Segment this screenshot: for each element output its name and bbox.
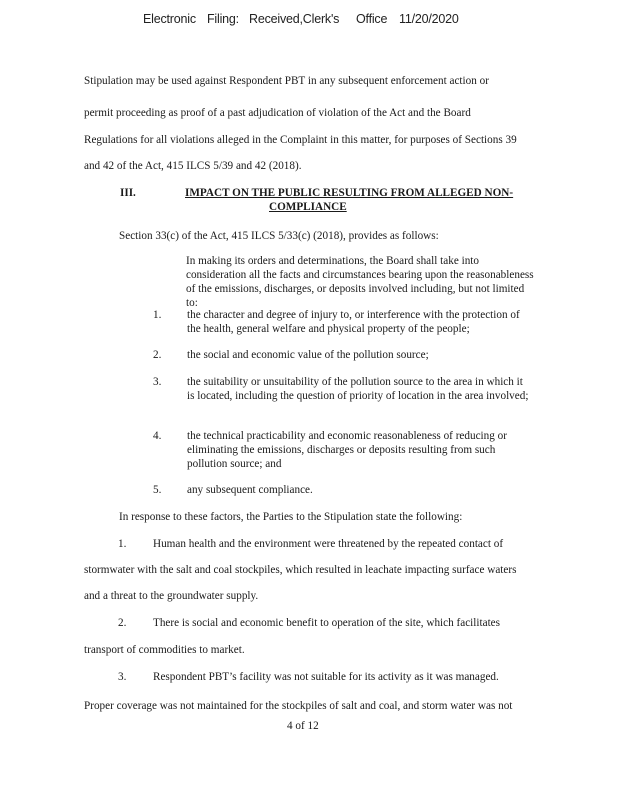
- intro-line-1: Stipulation may be used against Respondent PBT in any subsequent enforcement action or: [84, 75, 489, 87]
- section-title-line-1: IMPACT ON THE PUBLIC RESULTING FROM ALLEGED NON-: [185, 187, 514, 199]
- response-number: 3.: [118, 671, 127, 683]
- response-line: Respondent PBT’s facility was not suitable for its activity as it was managed.: [153, 671, 499, 683]
- banner-received: Received,Clerk's: [249, 12, 340, 26]
- response-line: and a threat to the groundwater supply.: [84, 590, 259, 602]
- intro-line-4: and 42 of the Act, 415 ILCS 5/39 and 42 (2018).: [84, 160, 302, 172]
- response-line: Human health and the environment were threatened by the repeated contact of: [153, 538, 504, 550]
- banner-filing: Filing:: [207, 12, 239, 26]
- factor-number: 5.: [153, 484, 162, 496]
- factor-number: 3.: [153, 376, 162, 388]
- factor-number: 1.: [153, 309, 162, 321]
- response-line: stormwater with the salt and coal stockpiles, which resulted in leachate impacting surface waters: [84, 564, 517, 576]
- banner-office: Office: [356, 12, 388, 26]
- section-intro: Section 33(c) of the Act, 415 ILCS 5/33(c) (2018), provides as follows:: [119, 230, 439, 242]
- factor-text: the suitability or unsuitability of the pollution source to the area in which it is located, including the question of priority of location in the area involved;: [187, 376, 529, 402]
- factor-text: the character and degree of injury to, or interference with the protection of the health, general welfare and physical property of the people;: [187, 309, 520, 335]
- banner-date: 11/20/2020: [399, 12, 459, 26]
- banner-electronic: Electronic: [143, 12, 196, 26]
- factor-number: 2.: [153, 349, 162, 361]
- response-number: 2.: [118, 617, 127, 629]
- factor-text: any subsequent compliance.: [187, 484, 313, 496]
- response-number: 1.: [118, 538, 127, 550]
- response-line: transport of commodities to market.: [84, 644, 245, 656]
- response-intro: In response to these factors, the Parties to the Stipulation state the following:: [119, 511, 463, 523]
- factor-text: the social and economic value of the pollution source;: [187, 349, 429, 361]
- statute-quote: In making its orders and determinations, the Board shall take into consideration all the facts and circumstances bearing upon the reasonableness of the emissions, discharges, or deposits involved including, but not limited to:: [186, 255, 534, 309]
- section-number: III.: [120, 187, 136, 199]
- section-title-line-2: COMPLIANCE: [269, 201, 347, 213]
- response-line: There is social and economic benefit to operation of the site, which facilitates: [153, 617, 500, 629]
- page-number: 4 of 12: [287, 720, 319, 732]
- response-line: Proper coverage was not maintained for the stockpiles of salt and coal, and storm water was not: [84, 700, 513, 712]
- intro-line-2: permit proceeding as proof of a past adjudication of violation of the Act and the Board: [84, 107, 471, 119]
- factor-text: the technical practicability and economic reasonableness of reducing or eliminating the emissions, discharges or deposits resulting from such pollution source; and: [187, 430, 507, 470]
- intro-line-3: Regulations for all violations alleged in the Complaint in this matter, for purposes of Sections 39: [84, 134, 517, 146]
- factor-number: 4.: [153, 430, 162, 442]
